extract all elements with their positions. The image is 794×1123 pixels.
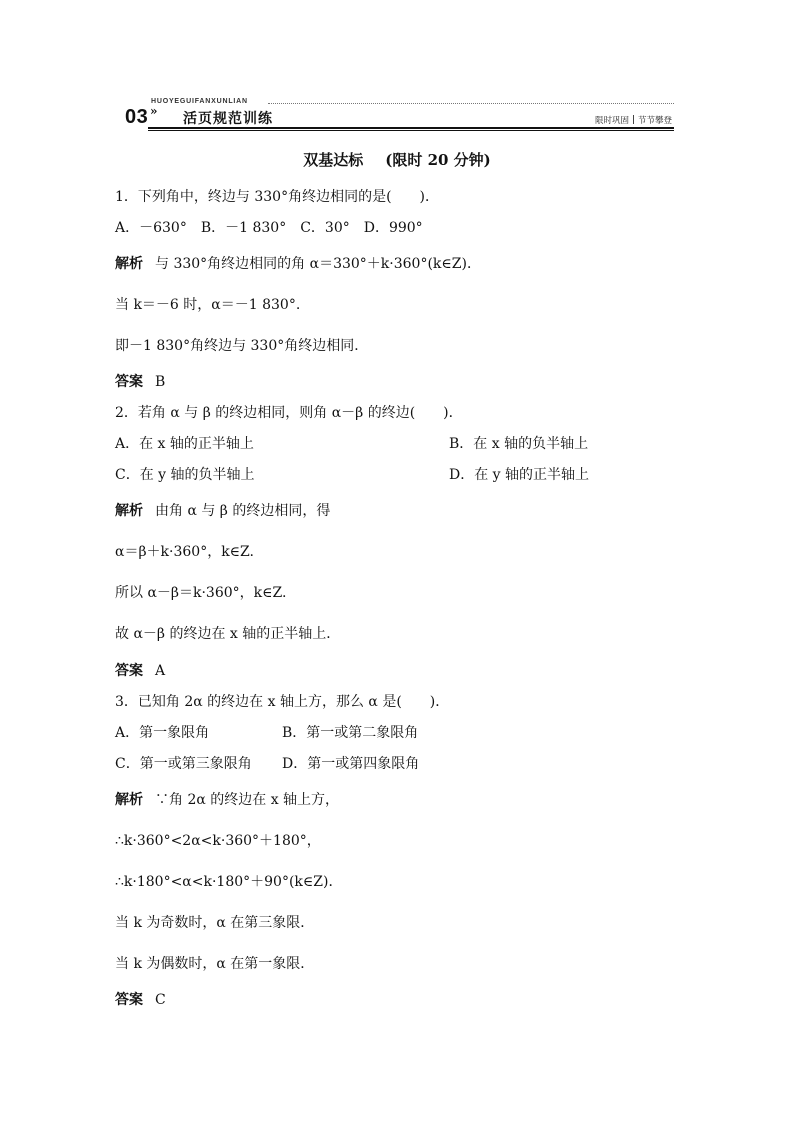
- q2-analysis-line-2: α＝β＋k·360°，k∈Z.: [115, 544, 254, 560]
- header-tagline: [595, 114, 672, 126]
- q1-answer-label: 答案: [115, 374, 143, 390]
- section-title-main: 双基达标: [303, 151, 364, 169]
- q3-option-b: B．第一或第二象限角: [282, 725, 419, 741]
- q3-answer-value: C: [155, 992, 166, 1008]
- q2-answer: [115, 662, 165, 680]
- q1-analysis-text-1: 与 330°角终边相同的角 α＝330°＋k·360°(k∈Z)．: [155, 256, 481, 272]
- q2-analysis-line-1: [115, 502, 330, 520]
- q1-analysis-line-2: 当 k＝－6 时，α＝－1 830°.: [115, 297, 301, 313]
- q3-analysis-line-3: ∴k·180°<α<k·180°＋90°(k∈Z)．: [115, 874, 343, 890]
- q3-analysis-line-4: 当 k 为奇数时，α 在第三象限．: [115, 915, 315, 931]
- page-header: [120, 98, 674, 130]
- q3-analysis-line-1: [115, 791, 339, 809]
- q3-option-c: C．第一或第三象限角: [115, 756, 252, 772]
- q2-analysis-line-3: 所以 α－β＝k·360°，k∈Z.: [115, 585, 287, 601]
- q1-stem: 1．下列角中，终边与 330°角终边相同的是( )．: [115, 189, 440, 205]
- q1-analysis-line-3: 即－1 830°角终边与 330°角终边相同．: [115, 338, 369, 354]
- q2-analysis-line-4: 故 α－β 的终边在 x 轴的正半轴上．: [115, 626, 341, 642]
- q2-answer-value: A: [155, 663, 166, 679]
- q2-option-d: D．在 y 轴的正半轴上: [449, 467, 590, 483]
- section-title-sub: (限时 20 分钟): [385, 151, 491, 169]
- q2-answer-label: 答案: [115, 663, 143, 679]
- q1-analysis-label: 解析: [115, 256, 143, 272]
- q3-analysis-text-1: ∵角 2α 的终边在 x 轴上方，: [155, 792, 340, 808]
- q1-analysis-line-1: [115, 255, 481, 273]
- header-tagline-right: 节节攀登: [637, 116, 672, 126]
- header-separator: [633, 115, 634, 124]
- q3-stem: 3．已知角 2α 的终边在 x 轴上方，那么 α 是( )．: [115, 694, 450, 710]
- header-rule-thick: [148, 127, 674, 129]
- q3-option-d: D．第一或第四象限角: [282, 756, 420, 772]
- header-rule-thin: [148, 130, 674, 131]
- q2-stem: 2．若角 α 与 β 的终边相同，则角 α－β 的终边( )．: [115, 405, 463, 421]
- q2-analysis-text-1: 由角 α 与 β 的终边相同，得: [155, 503, 331, 519]
- q3-analysis-line-2: ∴k·360°<2α<k·360°＋180°，: [115, 833, 321, 849]
- section-title: [0, 149, 794, 170]
- q2-analysis-label: 解析: [115, 503, 143, 519]
- header-chapter-number: 03: [125, 106, 149, 128]
- header-pinyin: HUOYEGUIFANXUNLIAN: [151, 98, 248, 105]
- q3-answer-label: 答案: [115, 992, 143, 1008]
- header-dotted-rule: [268, 103, 674, 104]
- header-title: 活页规范训练: [183, 111, 273, 127]
- q3-analysis-label: 解析: [115, 792, 143, 808]
- q2-option-a: A．在 x 轴的正半轴上: [115, 436, 254, 452]
- q2-option-c: C．在 y 轴的负半轴上: [115, 467, 255, 483]
- q3-analysis-line-5: 当 k 为偶数时，α 在第一象限．: [115, 956, 315, 972]
- q1-options: A．－630° B．－1 830° C．30° D．990°: [115, 220, 423, 236]
- q3-option-a: A．第一象限角: [115, 725, 210, 741]
- chevron-icon: »: [150, 104, 158, 118]
- q1-answer-value: B: [155, 374, 166, 390]
- q2-option-b: B．在 x 轴的负半轴上: [449, 436, 589, 452]
- q3-answer: [115, 991, 166, 1009]
- header-tagline-left: 限时巩固: [594, 116, 629, 126]
- q1-answer: [115, 373, 165, 391]
